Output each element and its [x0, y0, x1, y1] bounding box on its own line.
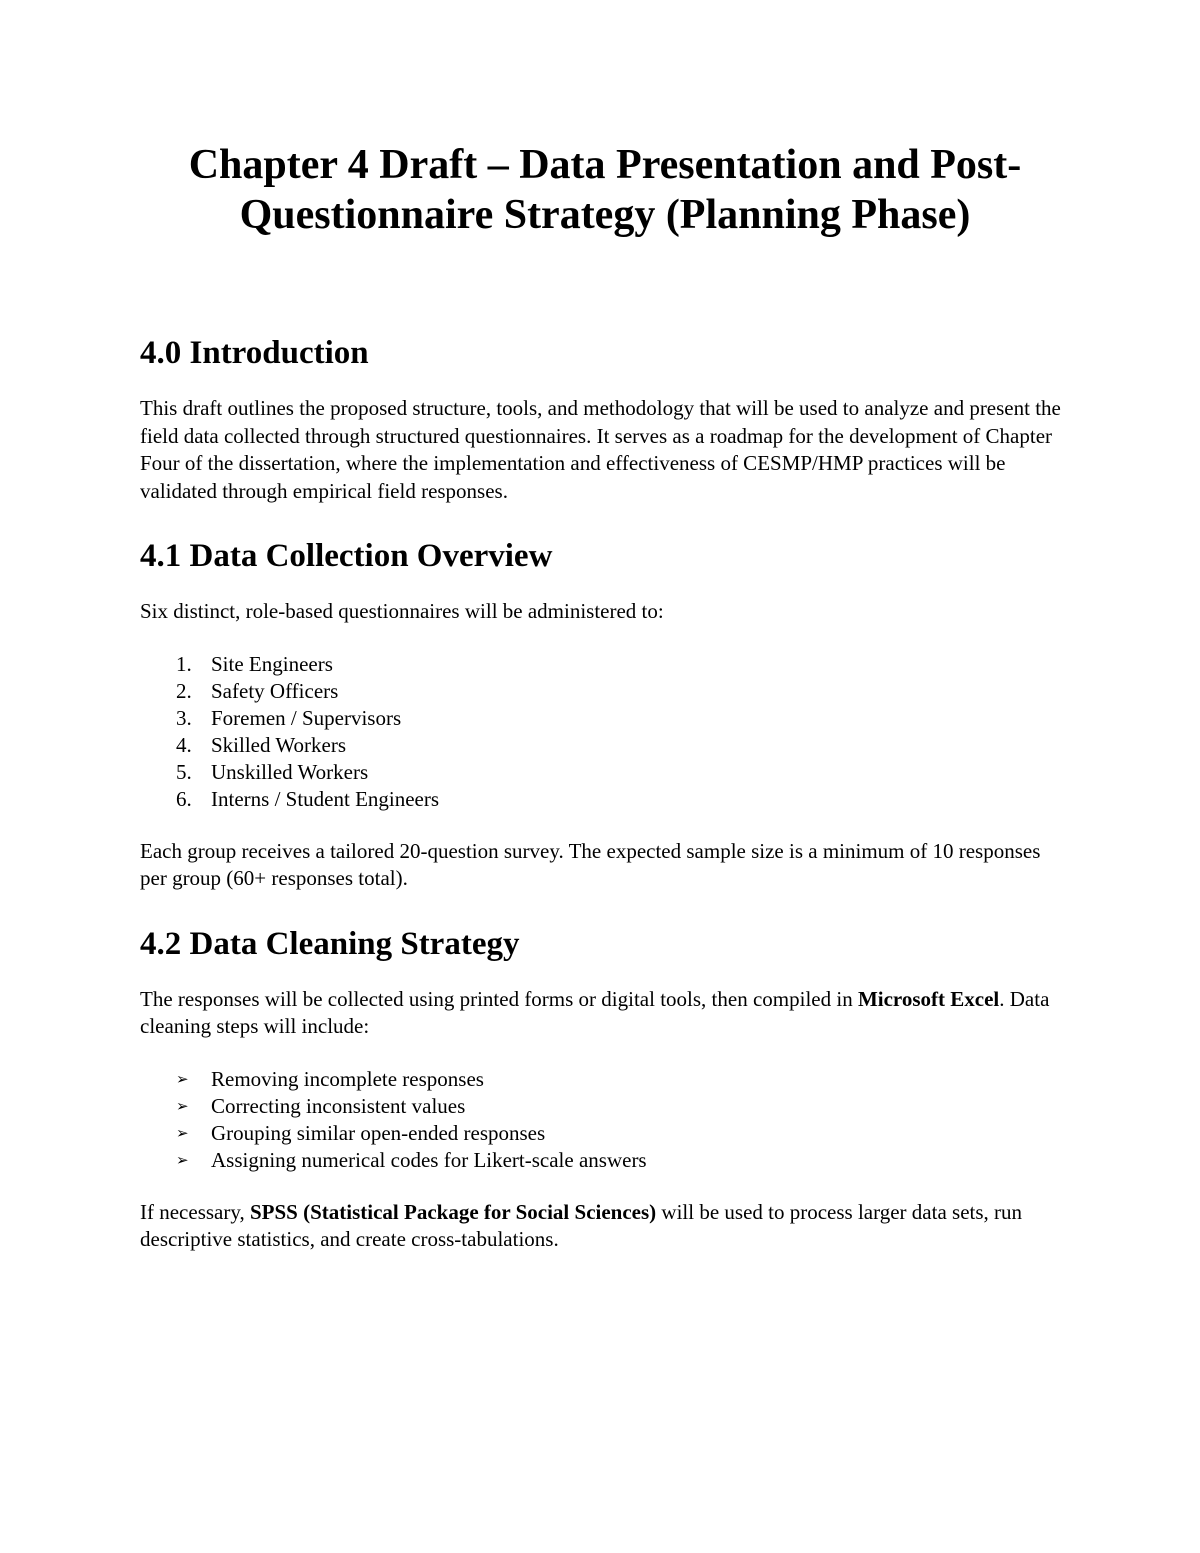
- list-item-number: 4.: [176, 732, 192, 757]
- list-item: [140, 1120, 1070, 1147]
- document-title-line-1: Chapter 4 Draft – Data Presentation and Post-: [188, 142, 1022, 188]
- list-item-number: 2.: [176, 678, 192, 703]
- list-item-label: Safety Officers: [211, 678, 339, 703]
- data-cleaning-heading: 4.2 Data Cleaning Strategy: [140, 925, 520, 962]
- data-cleaning-lead: [140, 986, 1070, 1041]
- arrow-bullet-icon: ➢: [176, 1150, 189, 1169]
- data-cleaning-closing-text-2: will be used to process larger data sets, run descriptive statistics, and create cross-tabulations.: [140, 1199, 1023, 1251]
- list-item-number: 1.: [176, 651, 192, 676]
- list-item-label: Correcting inconsistent values: [211, 1093, 466, 1118]
- document-title: [140, 140, 1070, 240]
- document-content: [140, 140, 1070, 1254]
- list-item: [140, 651, 1070, 678]
- data-cleaning-closing: [140, 1199, 1070, 1254]
- list-item-number: 5.: [176, 759, 192, 784]
- respondent-group-list: [140, 651, 1070, 813]
- data-collection-heading: 4.1 Data Collection Overview: [140, 538, 553, 574]
- document-title-line-2: Questionnaire Strategy (Planning Phase): [239, 192, 971, 238]
- data-cleaning-closing-text-1: If necessary,: [140, 1199, 250, 1224]
- list-item-label: Removing incomplete responses: [211, 1066, 484, 1091]
- list-item-number: 3.: [176, 705, 192, 730]
- list-item: [140, 705, 1070, 732]
- list-item: [140, 732, 1070, 759]
- data-collection-lead: Six distinct, role-based questionnaires will be administered to:: [140, 599, 664, 623]
- data-collection-closing: Each group receives a tailored 20-question survey. The expected sample size is a minimum of 10 responses per group (60+ responses total).: [140, 838, 1041, 890]
- cleaning-steps-list: [140, 1066, 1070, 1174]
- introduction-paragraph: This draft outlines the proposed structure, tools, and methodology that will be used to analyze and present the field data collected through structured questionnaires. It serves as a roadmap for the development of Chapter Four of the dissertation, where the implementation and effectiveness of CESMP/HMP practices will be validated through empirical field responses.: [140, 396, 1061, 503]
- arrow-bullet-icon: ➢: [176, 1123, 189, 1142]
- list-item: [140, 1066, 1070, 1093]
- arrow-bullet-icon: ➢: [176, 1096, 189, 1115]
- list-item: [140, 1093, 1070, 1120]
- list-item-label: Assigning numerical codes for Likert-scale answers: [211, 1147, 647, 1172]
- arrow-bullet-icon: ➢: [176, 1069, 189, 1088]
- introduction-heading: 4.0 Introduction: [140, 335, 369, 371]
- list-item: [140, 786, 1070, 813]
- list-item-label: Skilled Workers: [211, 732, 346, 757]
- list-item-label: Interns / Student Engineers: [211, 786, 440, 811]
- data-cleaning-lead-text-1: The responses will be collected using printed forms or digital tools, then compiled in: [140, 986, 858, 1011]
- data-cleaning-lead-text-2: . Data cleaning steps will include:: [140, 986, 1050, 1038]
- microsoft-excel-emphasis: Microsoft Excel: [857, 986, 1000, 1011]
- list-item-label: Foremen / Supervisors: [211, 705, 402, 730]
- list-item-number: 6.: [176, 786, 192, 811]
- list-item-label: Unskilled Workers: [211, 759, 369, 784]
- spss-emphasis: SPSS (Statistical Package for Social Sciences): [250, 1199, 657, 1224]
- list-item: [140, 1147, 1070, 1174]
- list-item: [140, 759, 1070, 786]
- list-item-label: Site Engineers: [211, 651, 333, 676]
- list-item-label: Grouping similar open-ended responses: [211, 1120, 546, 1145]
- list-item: [140, 678, 1070, 705]
